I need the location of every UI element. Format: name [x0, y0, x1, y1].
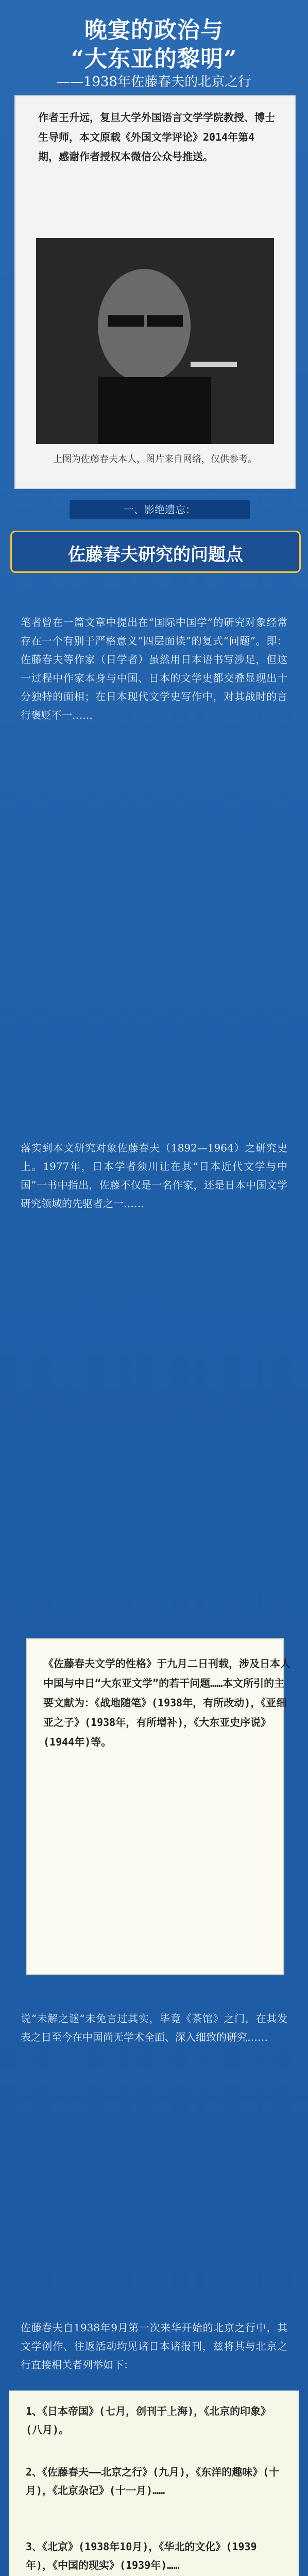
list-item: 2、《佐藤春夫——北京之行》(九月)，《东洋的趣味》(十月)，《北京杂记》(十一月)……: [26, 2466, 280, 2497]
author-intro: 作者王升远，复旦大学外国语言文学学院教授、博士生导师，本文原载《外国文学评论》2014年第4期，感谢作者授权本微信公众号推送。: [38, 111, 275, 163]
list-card: [9, 2391, 299, 2576]
portrait-image: [36, 238, 274, 444]
paragraph-2: 落实到本文研究对象佐藤春夫（1892—1964）之研究史上。1977年，日本学者须川让在其“日本近代文学与中国”一书中指出，佐藤不仅是一名作家，还是日本中国文学研究领域的先驱者之一……: [21, 1142, 287, 1210]
author-photo: [36, 238, 274, 444]
section-title-box: [10, 531, 301, 573]
photo-caption: 上图为佐藤春夫本人，图片来自网络，仅供参考。: [53, 454, 257, 465]
author-card: [14, 95, 296, 489]
title-line-1: 晚宴的政治与: [84, 17, 224, 43]
list-intro: 佐藤春夫自1938年9月第一次来华开始的北京之行中，其文学创作、往返活动均见诸日本诸报刊，兹将其与北京之行直接相关者列举如下：: [21, 2321, 287, 2371]
quote-text: 《佐藤春夫文学的性格》于九月二日刊载，涉及日本人中国与中日“大东亚文学”的若干问题……本文所引的主要文献为：《战地随笔》(1938年，有所改动)，《亚细亚之子》(1938年，有所增补)，《大东亚史序说》(1944年)等。: [43, 1657, 290, 1748]
quote-card: [26, 1638, 290, 1975]
title-line-2: “大东亚的黎明”: [71, 46, 237, 72]
list-item: 1、《日本帝国》(七月，创刊于上海)，《北京的印象》(八月)。: [26, 2405, 271, 2436]
paragraph-1: 笔者曾在一篇文章中提出在“国际中国学”的研究对象经常存在一个有别于严格意义“四层面读”的复式“问题”。即：佐藤春夫等作家（日学者）虽然用日本语书写涉足，但这一过程中作家本身与中国、日本的文学史都交叠显现出十分独特的面相；在日本现代文学史写作中，对其战时的言行褒贬不一……: [21, 616, 287, 721]
list-item: 3、《北京》(1938年10月)，《华北的文化》(1939年)，《中国的现实》(1939年)……: [26, 2540, 257, 2571]
section-tag: 一、影绝遗忘：: [70, 500, 250, 519]
subtitle: ——1938年佐藤春夫的北京之行: [56, 74, 252, 90]
paragraph-3: 说“未解之谜”未免言过其实，毕竟《茶馆》之门，在其发表之日至今在中国尚无学术全面、深入细致的研究……: [21, 2012, 287, 2043]
section-banner: [5, 500, 303, 598]
section-title: 佐藤春夫研究的问题点: [68, 545, 243, 565]
